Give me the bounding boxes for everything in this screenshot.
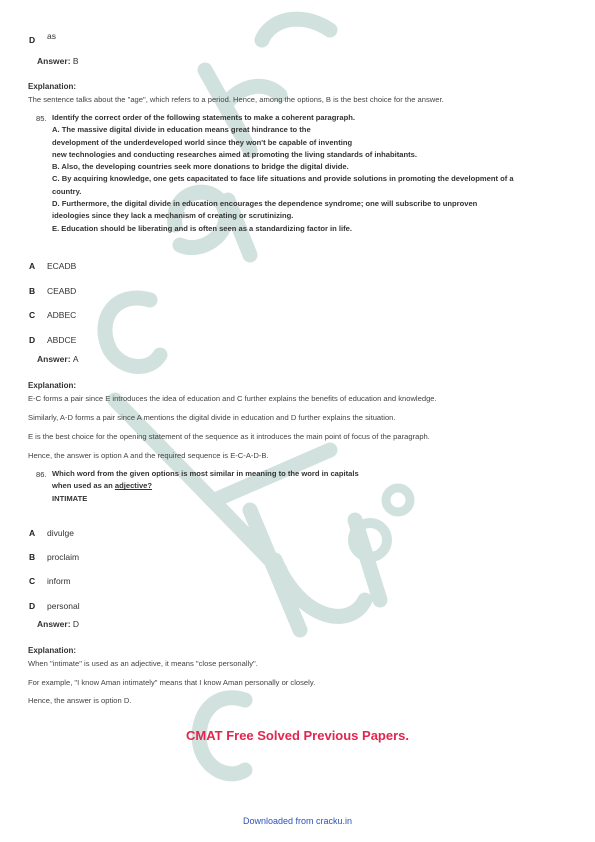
question-85-line: C. By acquiring knowledge, one gets capacitated to face life situations and provide solutions in promoting the development of a: [52, 174, 514, 184]
prev-option-d-text[interactable]: as: [47, 31, 56, 41]
q86-explanation-line: Hence, the answer is option D.: [28, 696, 132, 705]
question-85-line: D. Furthermore, the digital divide in education encourages the dependence syndrome; one will subscribe to unproven: [52, 199, 478, 209]
question-85-line: country.: [52, 186, 82, 196]
question-85-line: A. The massive digital divide in education means great hindrance to the: [52, 125, 311, 135]
answer-value: A: [72, 354, 79, 364]
q85-option-c[interactable]: ADBEC: [47, 310, 77, 320]
prev-explanation-heading: Explanation:: [28, 82, 77, 91]
answer-label: Answer:: [37, 619, 71, 629]
q86-explanation-heading: Explanation:: [28, 646, 77, 655]
q85-option-c-letter: C: [29, 310, 36, 320]
question-86-number: 86.: [36, 470, 47, 479]
q86-option-c[interactable]: inform: [47, 576, 71, 586]
q85-explanation-heading: Explanation:: [28, 381, 77, 390]
question-85-line: Identify the correct order of the following statements to make a coherent paragraph.: [52, 113, 355, 122]
answer-value: D: [72, 619, 80, 629]
q86-option-d[interactable]: personal: [47, 601, 80, 611]
answer-label: Answer:: [37, 56, 71, 66]
prev-explanation-text: The sentence talks about the "age", which refers to a period. Hence, among the options, B is the best choice for the answer.: [28, 95, 444, 104]
download-source-link[interactable]: Downloaded from cracku.in: [242, 816, 353, 826]
answer-value: B: [72, 56, 79, 66]
question-86-text: [52, 468, 359, 505]
question-85-line: new technologies and conducting researches aimed at promoting the living standards of inhabitants.: [52, 149, 417, 159]
q86-explanation-line: When "intimate" is used as an adjective, it means "close personally".: [28, 659, 258, 668]
q85-option-a-letter: A: [29, 261, 36, 271]
q85-answer: [37, 354, 79, 364]
q86-option-b-letter: B: [29, 552, 36, 562]
q85-option-d-letter: D: [29, 335, 36, 345]
prev-option-d-letter: D: [29, 35, 36, 45]
question-85-line: ideologies since they lack a mechanism of creating or scrutinizing.: [52, 211, 294, 221]
q86-option-c-letter: C: [29, 576, 36, 586]
q85-explanation-line: Similarly, A-D forms a pair since A mentions the digital divide in education and D further explains the situation.: [28, 413, 396, 422]
question-86-capital-word: INTIMATE: [52, 493, 88, 503]
promo-link[interactable]: CMAT Free Solved Previous Papers.: [186, 728, 409, 743]
q86-option-a-letter: A: [29, 528, 36, 538]
q85-explanation-line: Hence, the answer is option A and the required sequence is E-C-A-D-B.: [28, 451, 269, 460]
q85-explanation-line: E is the best choice for the opening statement of the sequence as it introduces the main point of focus of the paragraph.: [28, 432, 430, 441]
answer-label: Answer:: [37, 354, 71, 364]
q86-answer: [37, 619, 79, 629]
question-85-line: development of the underdeveloped world since they won't be capable of inventing: [52, 137, 353, 147]
q85-option-b[interactable]: CEABD: [47, 286, 77, 296]
question-85-number: 85.: [36, 114, 47, 123]
question-86-line: [52, 480, 359, 492]
question-86-line2-prefix: when used as an: [52, 481, 115, 491]
q86-explanation-line: For example, "I know Aman intimately" means that I know Aman personally or closely.: [28, 678, 316, 687]
question-85-line: B. Also, the developing countries seek more donations to bridge the digital divide.: [52, 162, 349, 172]
q85-option-d[interactable]: ABDCE: [47, 335, 77, 345]
question-86-line: Which word from the given options is most similar in meaning to the word in capitals: [52, 469, 359, 478]
q85-option-a[interactable]: ECADB: [47, 261, 77, 271]
q86-option-d-letter: D: [29, 601, 36, 611]
question-85-line: E. Education should be liberating and is often seen as a standardizing factor in life.: [52, 223, 353, 233]
q85-option-b-letter: B: [29, 286, 36, 296]
q85-explanation-line: E-C forms a pair since E introduces the idea of education and C further explains the benefits of education and knowledge.: [28, 394, 437, 403]
q86-option-b[interactable]: proclaim: [47, 552, 80, 562]
prev-answer: [37, 56, 79, 66]
question-86-underlined-word: adjective?: [114, 481, 153, 491]
q86-option-a[interactable]: divulge: [47, 528, 74, 538]
question-85-text: [52, 112, 514, 235]
